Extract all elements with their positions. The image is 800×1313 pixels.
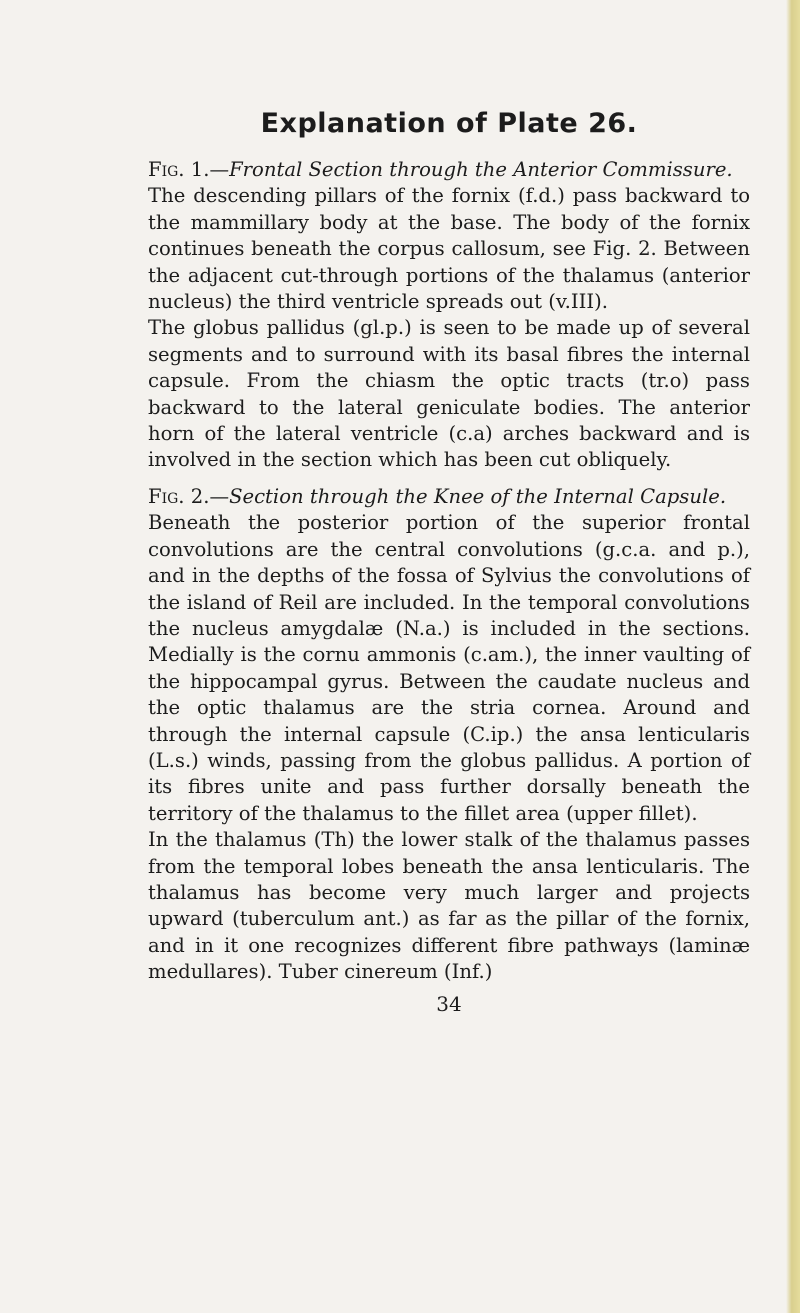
fig-2-paragraph-1: Beneath the posterior portion of the superior frontal convolutions are the central convolutions (g.c.a. and p.), and in the depths of the fossa of Sylvius the convolutions of the island of Reil are included. In the temporal convolutions the nucleus amygdalæ (N.a.) is included in the sections. Medially is the cornu ammonis (c.am.), the inner vaulting of the hippocampal gyrus. Between the caudate nucleus and the optic thalamus are the stria cornea. Around and through the internal capsule (C.ip.) the ansa lenticularis (L.s.) winds, passing from the globus pallidus. A portion of its fibres unite and pass further dorsally beneath the territory of the thalamus to the fillet area (upper fillet). [148,511,750,825]
fig-1-paragraph-2: The globus pallidus (gl.p.) is seen to be made up of several segments and to surround with its basal fibres the internal capsule. From the chiasm the optic tracts (tr.o) pass backward to the lateral geniculate bodies. The anterior horn of the lateral ventricle (c.a) arches backward and is involved in the section which has been cut obliquely. [148,316,750,472]
fig-2-caption: Section through the Knee of the Internal Capsule. [229,484,727,508]
fig-2-dash: — [209,484,230,508]
fig-1-label: Fig. 1. [148,158,210,181]
fig-2-label: Fig. 2. [148,484,210,508]
page-edge [786,0,800,1313]
fig-1-dash: — [209,158,230,181]
page-content [148,108,750,1016]
fig-1-paragraph-1: The descending pillars of the fornix (f.d.) pass backward to the mammillary body at the base. The body of the fornix continues beneath the corpus callosum, see Fig. 2. Between the adjacent cut-through portions of the thalamus (anterior nucleus) the third ventricle spreads out (v.III). [148,184,750,314]
page-title: Explanation of Plate 26. [260,108,638,139]
fig-2-paragraph-2: In the thalamus (Th) the lower stalk of the thalamus passes from the temporal lobes beneath the ansa lenticularis. The thalamus has become very much larger and projects upward (tuberculum ant.) as far as the pillar of the fornix, and in it one recognizes different fibre pathways (laminæ medullares). Tuber cinereum (Inf.) [148,828,750,984]
page-number: 34 [436,991,462,1016]
fig-1-heading [148,157,750,183]
fig-1-caption: Frontal Section through the Anterior Commissure. [229,158,733,181]
fig-2-heading [148,484,750,510]
